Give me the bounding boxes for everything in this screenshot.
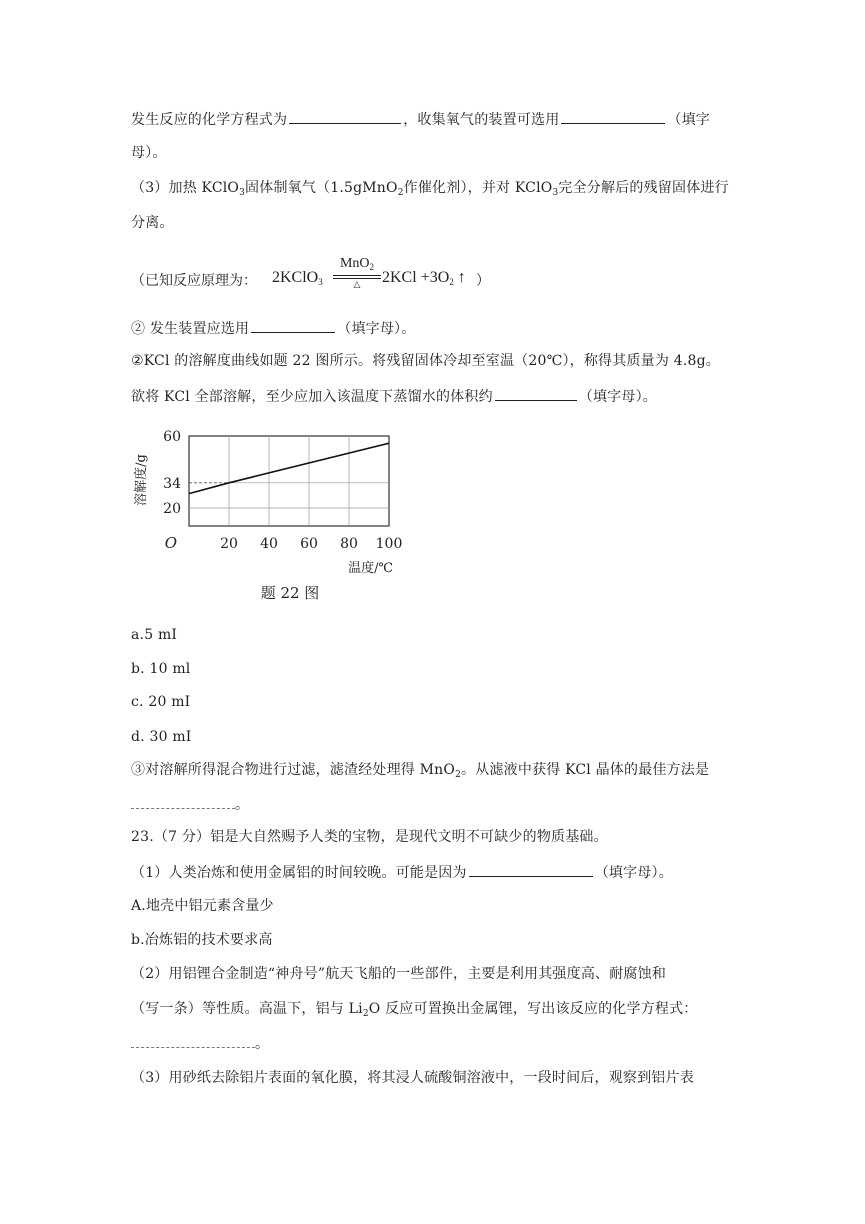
eq-right-sub: 2	[449, 277, 454, 287]
text-fill-letter-2: （填字母）。	[337, 321, 416, 337]
eq-heat-symbol: △	[353, 280, 361, 290]
eq-left-sub: 3	[318, 277, 323, 287]
text-line-16	[131, 1068, 694, 1088]
subscript-mno2: 2	[455, 770, 462, 780]
text-q23-3-prompt: （3）用砂纸去除铝片表面的氧化膜，将其浸人硫酸铜溶液中，一段时间后，观察到铝片表	[131, 1070, 694, 1086]
answer-blank-reason[interactable]	[469, 861, 593, 877]
answer-blank-device[interactable]	[251, 317, 335, 333]
text-water-volume-prompt: 欲将 KCl 全部溶解，至少应加入该温度下蒸馏水的体积约	[131, 389, 493, 405]
x-tick-80: 80	[340, 536, 358, 552]
y-tick-20: 20	[163, 501, 181, 517]
x-tick-20: 20	[220, 536, 238, 552]
eq-left-text: 2KClO	[272, 269, 319, 286]
x-tick-40: 40	[260, 536, 278, 552]
text-period-1: 。	[235, 797, 250, 813]
text-q23-2-prompt: （2）用铝锂合金制造“神舟号”航天飞船的一些部件，主要是利用其强度高、耐腐蚀和	[131, 966, 667, 982]
text-line-10	[131, 794, 249, 815]
text-q23-1-prompt: （1）人类冶炼和使用金属铝的时间较晚。可能是因为	[131, 865, 467, 881]
option-b	[131, 659, 190, 679]
x-tick-60: 60	[300, 536, 318, 552]
option-c-text: c. 20 mI	[131, 694, 191, 710]
answer-blank-collect-device[interactable]	[561, 108, 665, 124]
subscript-3: 3	[239, 188, 246, 198]
option-B-text: b.冶炼铝的技术要求高	[131, 932, 273, 948]
text-filter-prompt-a: ③对溶解所得混合物进行过滤，滤渣经处理得 MnO	[131, 762, 456, 778]
text-line-9	[131, 760, 709, 780]
text-question-3	[131, 178, 729, 198]
text-q23-2-part-a: （写一条）等性质。高温下，铝与 Li	[131, 1001, 363, 1017]
answer-blank-crystal-method[interactable]	[131, 794, 235, 809]
y-tick-34: 34	[163, 475, 181, 492]
chart-caption: 题 22 图	[260, 584, 320, 602]
y-tick-60: 60	[163, 429, 181, 445]
option-d	[131, 727, 192, 747]
text-line-12	[131, 861, 673, 883]
text-q3-part-b: 固体制氧气（1.5gMnO	[245, 180, 398, 196]
text-q3-part-c: 作催化剂），并对 KClO	[403, 180, 553, 196]
text-line-7	[131, 351, 720, 371]
origin-label: O	[164, 534, 177, 552]
eq-catalyst-text: MnO	[339, 256, 370, 271]
option-c	[131, 692, 190, 712]
text-fill-letter-end: 母）。	[131, 145, 167, 161]
text-fill-letter: （填字	[667, 112, 711, 128]
text-kcl-solubility: ②KCl 的溶解度曲线如题 22 图所示。将残留固体冷却至室温（20℃），称得其质量为 4.8g。	[131, 353, 720, 369]
eq-prefix: （已知反应原理为：	[131, 273, 257, 289]
option-a	[131, 625, 177, 645]
question-23-title	[131, 827, 608, 847]
text-line-13	[131, 964, 666, 984]
text-line-1	[131, 108, 710, 130]
solubility-chart	[125, 418, 415, 608]
x-tick-100: 100	[375, 536, 403, 552]
chart-frame	[189, 436, 389, 526]
answer-blank-volume[interactable]	[495, 385, 577, 401]
text-device-prompt: ② 发生装置应选用	[131, 321, 250, 337]
eq-arrow-bar-top	[333, 275, 381, 276]
x-axis-label: 温度/℃	[348, 561, 393, 576]
option-d-text: d. 30 mI	[131, 729, 192, 745]
text-line-8	[131, 385, 657, 407]
text-line-6	[131, 317, 415, 339]
text-separation: 分离。	[131, 215, 174, 231]
solubility-curve-0	[189, 443, 389, 493]
text-collect-device-prompt: ，收集氧气的装置可选用	[403, 112, 560, 128]
chart-series	[189, 443, 389, 493]
text-fill-letter-4: （填字母）。	[594, 865, 673, 881]
text-q23-intro: 23.（7 分）铝是大自然赐予人类的宝物，是现代文明不可缺少的物质基础。	[131, 829, 608, 845]
text-line-14	[131, 999, 698, 1019]
subscript-2: 2	[397, 188, 404, 198]
eq-catalyst	[333, 256, 381, 272]
eq-right-text: 2KCl +3O	[382, 269, 450, 286]
y-axis-label: 溶解度/g	[134, 454, 149, 506]
chart-labels	[133, 429, 402, 602]
text-reaction-equation-prompt: 发生反应的化学方程式为	[131, 112, 288, 128]
answer-blank-equation[interactable]	[289, 108, 401, 124]
text-filter-prompt-b: 。从滤液中获得 KCl 晶体的最佳方法是	[461, 762, 710, 778]
text-q3-part-d: 完全分解后的残留固体进行	[558, 180, 729, 196]
eq-arrow-bar-bottom	[333, 278, 381, 279]
answer-blank-li-equation[interactable]	[131, 1033, 255, 1048]
text-line-2	[131, 143, 167, 163]
chart-grid	[189, 436, 389, 526]
text-period-2: 。	[255, 1036, 270, 1052]
eq-catalyst-sub: 2	[369, 262, 375, 272]
eq-right-formula	[382, 269, 466, 287]
subscript-3b: 3	[552, 188, 559, 198]
option-B	[131, 930, 273, 950]
text-fill-letter-3: （填字母）。	[578, 389, 657, 405]
text-q3-part-a: （3）加热 KClO	[131, 180, 240, 196]
option-A-text: A.地壳中铝元素含量少	[131, 898, 274, 914]
gas-arrow-icon: ↑	[457, 269, 466, 286]
text-line-15	[131, 1033, 269, 1054]
option-a-text: a.5 mI	[131, 627, 178, 643]
option-A	[131, 896, 274, 916]
text-q23-2-part-b: O 反应可置换出金属锂，写出该反应的化学方程式：	[368, 1001, 698, 1017]
eq-suffix: ）	[476, 273, 490, 289]
subscript-li2o: 2	[362, 1009, 369, 1019]
option-b-text: b. 10 ml	[131, 661, 191, 677]
eq-left-formula	[272, 269, 323, 287]
text-line-4	[131, 213, 174, 233]
